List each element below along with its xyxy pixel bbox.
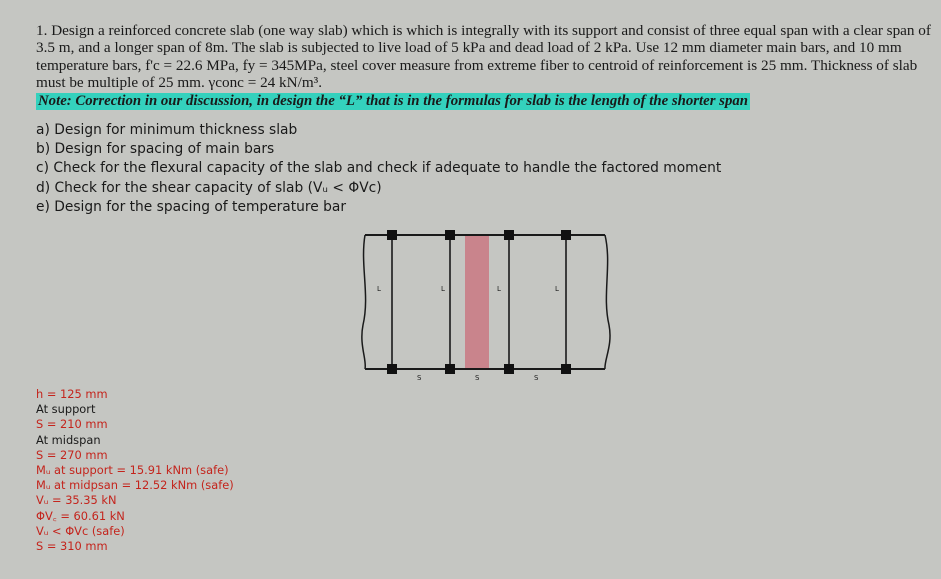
column-support: [387, 230, 397, 240]
task-item-b: b) Design for spacing of main bars: [36, 141, 275, 158]
span-label-l: L: [497, 285, 501, 293]
slab-left-break-edge: [362, 235, 366, 369]
column-support: [445, 364, 455, 374]
correction-note: Note: Correction in our discussion, in design the “L” that is in the formulas for slab is the length of the shorter span: [38, 92, 748, 109]
answer-shear-capacity: ΦV꜀ = 60.61 kN: [36, 508, 125, 523]
answer-shear-check: Vᵤ < ΦVc (safe): [36, 523, 125, 538]
span-label-l: L: [377, 285, 381, 293]
heading-at-support: At support: [36, 402, 96, 417]
answer-moment-support: Mᵤ at support = 15.91 kNm (safe): [36, 463, 229, 478]
column-support: [445, 230, 455, 240]
task-item-e: e) Design for the spacing of temperature bar: [36, 198, 347, 215]
problem-statement: 1. Design a reinforced concrete slab (one way slab) which is which is integrally with its support and consist of three equal span with a clear span of 3.5 m, and a longer span of 8m. The slab is subjected to live load of 5 kPa and dead load of 2 kPa. Use 12 mm diameter main bars, and 10 mm temperature bars, f'c = 22.6 MPa, fy = 345MPa, steel cover measure from extreme fiber to centroid of reinforcement is 25 mm. Thickness of slab must be multiple of 25 mm. γconc = 24 kN/m³.: [36, 22, 931, 92]
answer-spacing-midspan: S = 270 mm: [36, 447, 108, 462]
design-strip-highlight: [465, 235, 489, 369]
answer-shear-vu: Vᵤ = 35.35 kN: [36, 493, 117, 508]
spacing-label-s: S: [475, 374, 480, 382]
slab-plan-diagram: [350, 225, 620, 385]
column-support: [561, 364, 571, 374]
column-support: [387, 364, 397, 374]
slab-right-break-edge: [605, 235, 610, 369]
answer-moment-midspan: Mᵤ at midpsan = 12.52 kNm (safe): [36, 478, 234, 493]
column-support: [504, 364, 514, 374]
spacing-label-s: S: [417, 374, 422, 382]
answer-temperature-spacing: S = 310 mm: [36, 539, 108, 554]
task-item-d: d) Check for the shear capacity of slab (Vᵤ < ΦVc): [36, 179, 382, 196]
column-support: [504, 230, 514, 240]
task-item-a: a) Design for minimum thickness slab: [36, 122, 298, 138]
spacing-label-s: S: [534, 374, 539, 382]
task-item-c: c) Check for the flexural capacity of the slab and check if adequate to handle the factored moment: [36, 160, 722, 177]
heading-at-midspan: At midspan: [36, 432, 101, 447]
task-list: [36, 121, 721, 217]
answer-spacing-support: S = 210 mm: [36, 417, 108, 432]
answer-thickness: h = 125 mm: [36, 387, 108, 401]
span-label-l: L: [441, 285, 445, 293]
problem-statement-block: [36, 22, 931, 110]
slab-plan-svg: [350, 225, 620, 385]
solution-notes: [36, 387, 234, 554]
column-support: [561, 230, 571, 240]
span-label-l: L: [555, 285, 559, 293]
